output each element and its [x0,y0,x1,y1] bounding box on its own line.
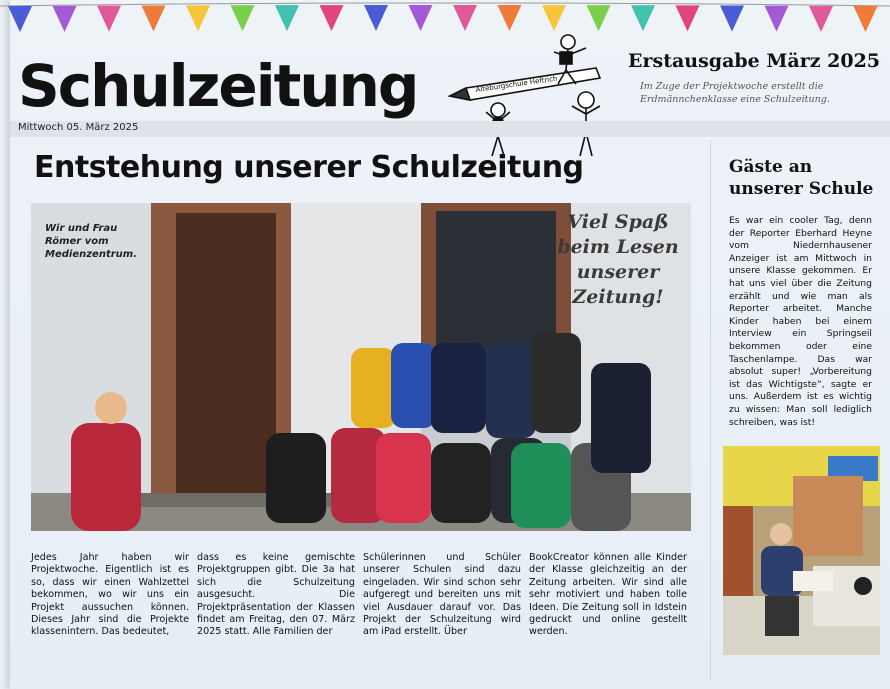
bunting-flag [8,6,32,32]
masthead-title: Schulzeitung [18,52,418,120]
article-headline: Entstehung unserer Schulzeitung [34,150,584,185]
bunting-flag [854,6,878,32]
bunting-flag [231,5,255,31]
bunting-flag [765,6,789,32]
bunting-flag [53,6,77,32]
bunting-flag [676,5,700,31]
article-column-3: Schülerinnen und Schüler unserer Schulen sind dazu eingeladen. Wir sind schon sehr aufgeregt und bereiten uns mit viel Ausdauer darauf vor. Das Projekt der Schulzeitung wird am iPad erstellt. Über [363,552,521,638]
bunting-flag [186,5,210,31]
photo-caption-right: Viel Spaß beim Lesen unserer Zeitung! [557,211,679,308]
bunting-flag [542,5,566,31]
article-column-2: dass es keine gemischte Projektgruppen gibt. Die 3a hat sich die Schulzeitung ausgesucht. Die Projektpräsentation der Klassen findet am Freitag, den 07. März 2025 statt. Alle Familien der [197,552,355,638]
sidebar-text: Es war ein cooler Tag, denn der Reporter Eberhard Heyne vom Niedernhausener Anzeiger ist am Mittwoch in unsere Klasse gekommen. Er hat uns viel über die Zeitung erzählt und wie man als Reporter arbeitet. Manche Kinder haben bei einem Interview ein Springseil bekommen oder eine Taschenlampe. Das war absolut super! „Vorbereitung ist das Wichtigste“, sagte er uns. Außerdem ist es wichtig zu wissen: Man soll lediglich schreiben, was ist! [729,215,872,428]
bunting-flag [631,5,655,31]
reporter-photo [723,446,880,655]
column-divider [710,140,711,680]
edition-subtitle: Im Zuge der Projektwoche erstellt die Erdmännchenklasse eine Schulzeitung. [640,81,830,105]
bunting-flag [97,6,121,32]
article-column-4: BookCreator können alle Kinder der Klasse gleichzeitig an der Zeitung arbeiten. Wir sind alle sehr motiviert und haben tolle Ideen. Die Zeitung soll in Idstein gedruckt und online gestellt werden. [529,552,687,638]
bunting-decoration [0,0,890,50]
sidebar-headline: Gäste an unserer Schule [729,157,874,199]
photo-caption-left: Wir und Frau Römer vom Medienzentrum. [45,223,137,260]
bunting-flag [720,6,744,32]
date-bar [10,121,890,137]
bunting-flag [587,5,611,31]
bunting-flag [809,6,833,32]
bunting-flag [364,5,388,31]
article-column-1: Jedes Jahr haben wir Projektwoche. Eigentlich ist es so, dass wir einen Wahlzettel bekommen, wo wir uns ein Projekt aussuchen können. Dieses Jahr sind die Projekte klassenintern. Das bedeutet, [31,552,189,638]
children-pencil-illustration [446,32,606,164]
bunting-flag [453,5,477,31]
edition-title: Erstausgabe März 2025 [628,50,881,72]
bunting-flag [409,5,433,31]
issue-date: Mittwoch 05. März 2025 [18,122,139,133]
bunting-flag [498,5,522,31]
bunting-flag [142,6,166,32]
pencil-label: Alteburgschule Heftrich [475,74,558,94]
bunting-flag [275,5,299,31]
bunting-flag [320,5,344,31]
